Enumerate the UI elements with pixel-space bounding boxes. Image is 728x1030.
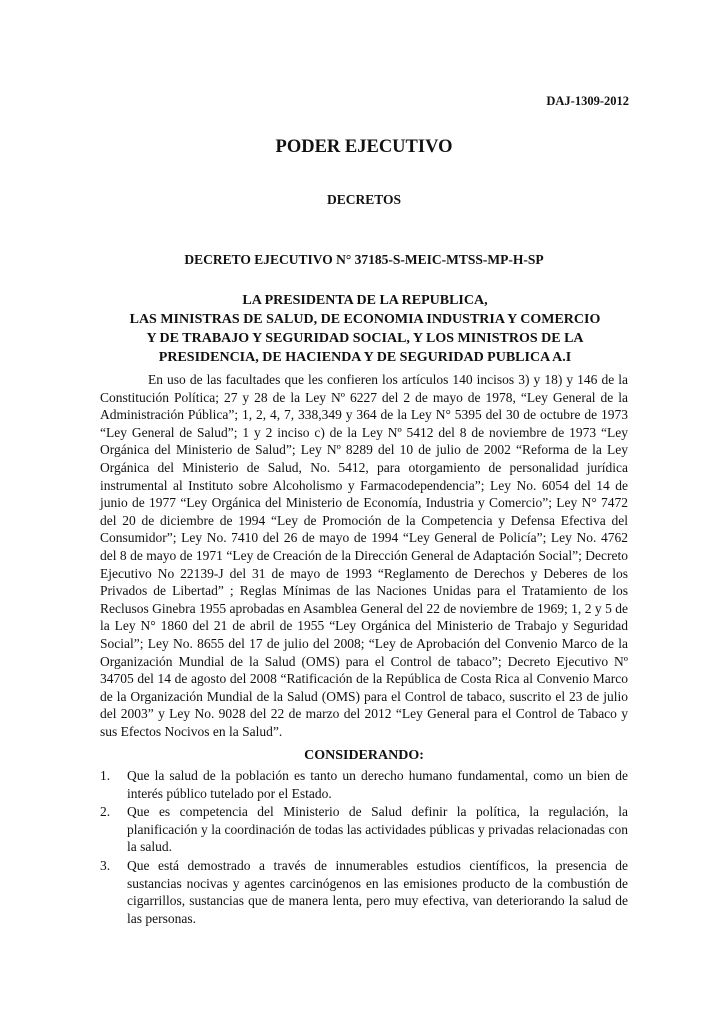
page-title: PODER EJECUTIVO — [275, 137, 453, 157]
item-number: 1. — [100, 768, 111, 783]
document-reference: DAJ-1309-2012 — [546, 94, 629, 108]
item-text: Que es competencia del Ministerio de Salud definir la política, la regulación, la planificación y la coordinación de todas las actividades públicas y privadas relacionadas con la salud. — [127, 804, 628, 855]
section-subtitle: DECRETOS — [326, 192, 402, 207]
decree-number: DECRETO EJECUTIVO N° 37185-S-MEIC-MTSS-MP-H-SP — [184, 252, 544, 267]
authority-line: Y DE TRABAJO Y SEGURIDAD SOCIAL, Y LOS MINISTROS DE LA — [146, 331, 584, 346]
list-item — [100, 803, 628, 856]
authority-line: LAS MINISTRAS DE SALUD, DE ECONOMIA INDUSTRIA Y COMERCIO — [129, 312, 601, 327]
item-text: Que la salud de la población es tanto un derecho humano fundamental, como un bien de interés público tutelado por el Estado. — [127, 768, 628, 801]
item-number: 2. — [100, 804, 111, 820]
considerando-list — [100, 767, 628, 928]
list-item — [100, 857, 628, 927]
list-item — [100, 767, 628, 802]
item-number: 3. — [100, 857, 111, 873]
considerando-heading: CONSIDERANDO: — [304, 748, 424, 763]
legal-basis-paragraph: En uso de las facultades que les confieren los artículos 140 incisos 3) y 18) y 146 de la Constitución Política; 27 y 28 de la Ley Nº 6227 del 2 de mayo de 1978, “Ley General de la Administración Pública”; 1, 2, 4, 7, 338,349 y 364 de la Ley N° 5395 del 30 de octubre de 1973 “Ley General de Salud”; 1 y 2 inciso c) de la Ley Nº 5412 del 8 de noviembre de 1973 “Ley Orgánica del Ministerio de Salud”; Ley Nº 8289 del 10 de julio de 2002 “Reforma de la Ley Orgánica del Ministerio de Salud, No. 5412, para otorgamiento de personalidad jurídica instrumental al Instituto sobre Alcoholismo y Farmacodependencia”; Ley No. 6054 del 14 de junio de 1977 “Ley Orgánica del Ministerio de Economía, Industria y Comercio”; Ley N° 7472 del 20 de diciembre de 1994 “Ley de Promoción de la Competencia y Defensa Efectiva del Consumidor”; Ley No. 7410 del 26 de mayo de 1994 “Ley General de Policía”; Ley No. 4762 del 8 de mayo de 1971 “Ley de Creación de la Dirección General de Adaptación Social”; Decreto Ejecutivo No 22139-J del 31 de mayo de 1993 “Reglamento de Derechos y Deberes de los Privados de Libertad” ; Reglas Mínimas de las Naciones Unidas para el Tratamiento de los Reclusos Ginebra 1955 aprobadas en Asamblea General del 22 de noviembre de 1969; 1, 2 y 5 de la Ley N° 1860 del 21 de abril de 1955 “Ley Orgánica del Ministerio de Trabajo y Seguridad Social”; Ley No. 8655 del 17 de julio del 2008; “Ley de Aprobación del Convenio Marco de la Organización Mundial de la Salud (OMS) para el Control de tabaco”; Decreto Ejecutivo Nº 34705 del 14 de agosto del 2008 “Ratificación de la República de Costa Rica al Convenio Marco de la Organización Mundial de la Salud (OMS) para el Control de tabaco, suscrito el 23 de julio del 2003” y Ley No. 9028 del 22 de marzo del 2012 “Ley General para el Control de Tabaco y sus Efectos Nocivos en la Salud”. — [100, 372, 628, 739]
item-text: Que está demostrado a través de innumerables estudios científicos, la presencia de sustancias nocivas y agentes carcinógenos en las emisiones producto de la combustión de cigarrillos, sustancias que de manera lenta, pero muy efectiva, van deteriorando la salud de las personas. — [127, 857, 628, 926]
authority-line: PRESIDENCIA, DE HACIENDA Y DE SEGURIDAD PUBLICA A.I — [158, 350, 572, 365]
authority-line: LA PRESIDENTA DE LA REPUBLICA, — [242, 293, 488, 308]
authorities-block — [100, 291, 630, 367]
